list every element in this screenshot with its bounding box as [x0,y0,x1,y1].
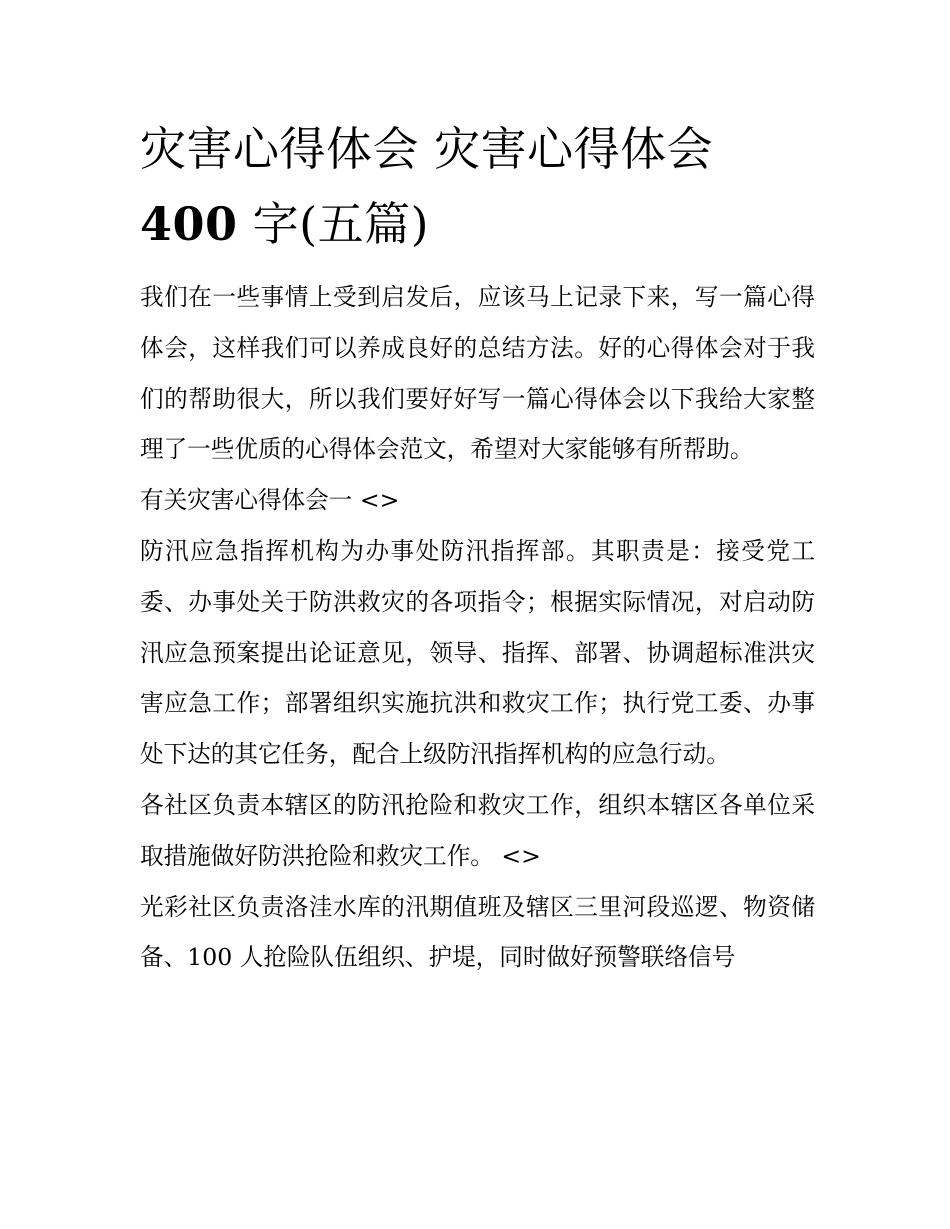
title-line-1: 灾害心得体会 灾害心得体会 [140,122,714,176]
paragraph-guangcai-community: 光彩社区负责洛洼水库的汛期值班及辖区三里河段巡逻、物资储备、100 人抢险队伍组织、护堤，同时做好预警联络信号 [140,892,815,972]
paragraph-command-duties: 防汛应急指挥机构为办事处防汛指挥部。其职责是：接受党工委、办事处关于防洪救灾的各项指令；根据实际情况，对启动防汛应急预案提出论证意见，领导、指挥、部署、协调超标准洪灾害应急工作；部署组织实施抗洪和救灾工作；执行党工委、办事处下达的其它任务，配合上级防汛指挥机构的应急行动。 [140,536,815,769]
paragraph-intro: 我们在一些事情上受到启发后，应该马上记录下来，写一篇心得体会，这样我们可以养成良好的总结方法。好的心得体会对于我们的帮助很大，所以我们要好好写一篇心得体会以下我给大家整理了一些优质的心得体会范文，希望对大家能够有所帮助。 [140,283,815,464]
title-number: 400 [140,197,238,251]
document-content [140,112,815,983]
document-title [140,112,815,262]
section-heading: 有关灾害心得体会一 <> [140,486,400,515]
title-line-2: 字(五篇) [237,197,430,251]
paragraph-community-duties: 各社区负责本辖区的防汛抢险和救灾工作，组织本辖区各单位采取措施做好防洪抢险和救灾工作。 <> [140,790,815,870]
